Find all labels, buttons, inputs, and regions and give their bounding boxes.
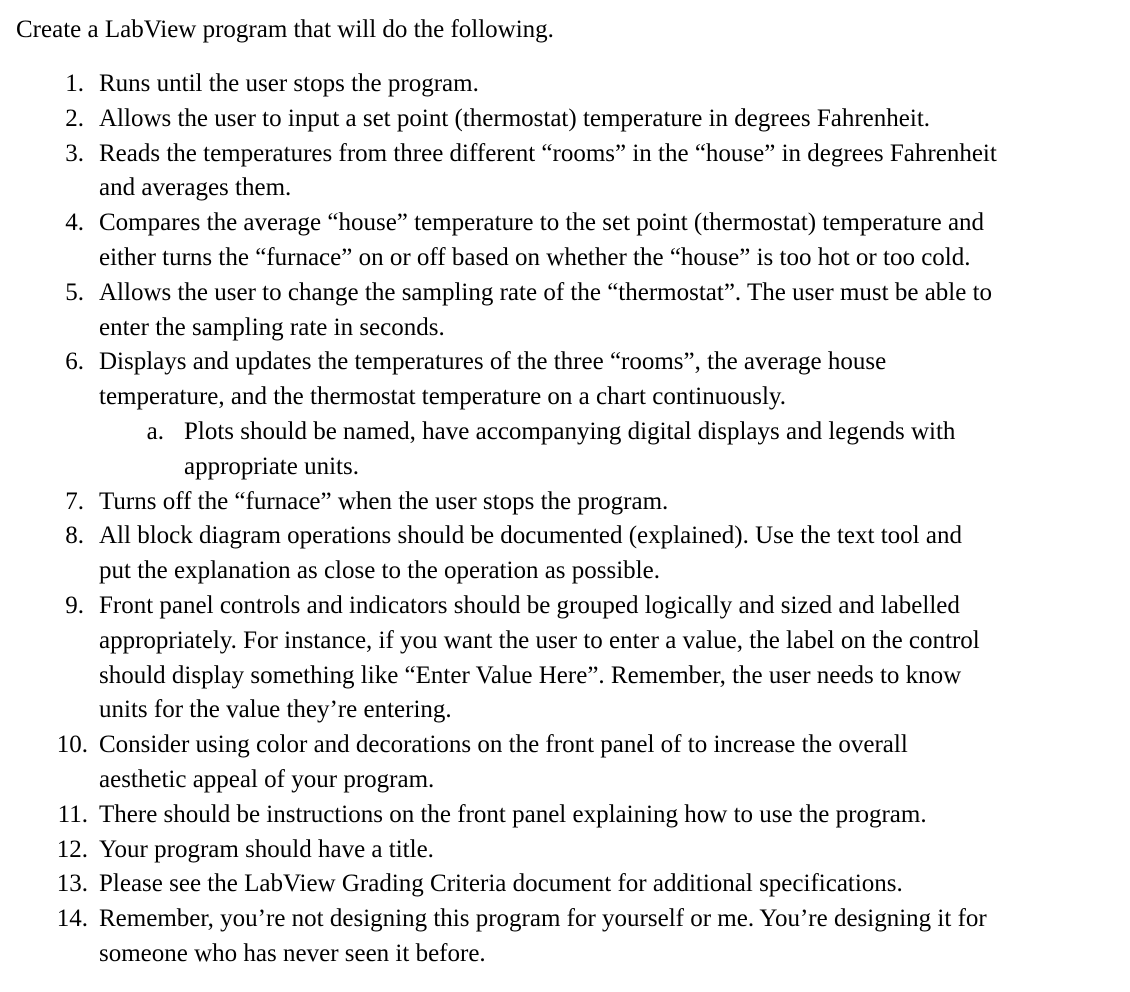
- item-text-line: Consider using color and decorations on the front panel of to increase the overall: [99, 731, 908, 759]
- item-text-line: Displays and updates the temperatures of the three “rooms”, the average house: [99, 348, 887, 376]
- item-number: 7.: [65, 487, 84, 515]
- item-number: 13.: [56, 870, 88, 898]
- list-item: [0, 519, 1130, 589]
- item-text-line: and averages them.: [99, 174, 292, 202]
- item-text-line: Compares the average “house” temperature to the set point (thermostat) temperature and: [99, 209, 985, 237]
- requirements-list: [0, 67, 1130, 972]
- item-number: 1.: [65, 70, 84, 97]
- list-item: [0, 485, 1130, 520]
- item-text-line: Turns off the “furnace” when the user stops the program.: [99, 487, 669, 515]
- item-text-line: units for the value they’re entering.: [99, 696, 452, 724]
- item-text-line: Runs until the user stops the program.: [99, 70, 479, 97]
- sub-item-letter: a.: [146, 417, 164, 445]
- item-number: 9.: [65, 591, 84, 619]
- list-item: [0, 345, 1130, 415]
- list-item: [0, 67, 1130, 102]
- item-text-line: Your program should have a title.: [99, 835, 434, 863]
- list-item: [0, 102, 1130, 137]
- list-item: [0, 137, 1130, 207]
- item-text-line: put the explanation as close to the operation as possible.: [99, 557, 660, 585]
- intro-text: Create a LabView program that will do the following.: [16, 16, 554, 43]
- item-number: 12.: [56, 835, 88, 863]
- sub-item-text-line: appropriate units.: [184, 452, 359, 480]
- sub-item-text-line: Plots should be named, have accompanying digital displays and legends with: [184, 417, 956, 445]
- list-item: [0, 833, 1130, 868]
- item-number: 4.: [65, 209, 84, 237]
- item-text-line: Please see the LabView Grading Criteria document for additional specifications.: [99, 870, 903, 898]
- list-item: [0, 206, 1130, 276]
- list-item: [0, 276, 1130, 346]
- item-text-line: enter the sampling rate in seconds.: [99, 313, 445, 341]
- item-number: 8.: [65, 522, 84, 550]
- list-item: [0, 867, 1130, 902]
- item-text-line: Allows the user to change the sampling rate of the “thermostat”. The user must be able to: [99, 278, 993, 306]
- item-number: 2.: [65, 104, 84, 132]
- list-item: [0, 589, 1130, 728]
- item-number: 10.: [56, 731, 88, 759]
- item-text-line: appropriately. For instance, if you want the user to enter a value, the label on the control: [99, 626, 980, 654]
- list-item: [0, 728, 1130, 798]
- item-text-line: should display something like “Enter Value Here”. Remember, the user needs to know: [99, 661, 962, 689]
- sub-list-item: [0, 415, 1130, 485]
- item-text-line: Front panel controls and indicators should be grouped logically and sized and labelled: [99, 591, 960, 619]
- list-item: [0, 902, 1130, 972]
- list-item: [0, 798, 1130, 833]
- item-text-line: All block diagram operations should be documented (explained). Use the text tool and: [99, 522, 962, 550]
- item-number: 11.: [57, 800, 88, 828]
- item-number: 3.: [65, 139, 84, 167]
- item-number: 14.: [56, 905, 88, 933]
- item-text-line: There should be instructions on the front panel explaining how to use the program.: [99, 800, 927, 828]
- item-number: 5.: [65, 278, 84, 306]
- item-text-line: temperature, and the thermostat temperature on a chart continuously.: [99, 383, 787, 411]
- item-text-line: either turns the “furnace” on or off based on whether the “house” is too hot or too cold.: [99, 243, 971, 271]
- item-text-line: Allows the user to input a set point (thermostat) temperature in degrees Fahrenheit.: [99, 104, 931, 132]
- item-text-line: aesthetic appeal of your program.: [99, 765, 435, 793]
- item-text-line: someone who has never seen it before.: [99, 939, 486, 967]
- item-number: 6.: [65, 348, 84, 376]
- item-text-line: Remember, you’re not designing this program for yourself or me. You’re designing it for: [99, 905, 987, 933]
- item-text-line: Reads the temperatures from three different “rooms” in the “house” in degrees Fahrenheit: [99, 139, 997, 167]
